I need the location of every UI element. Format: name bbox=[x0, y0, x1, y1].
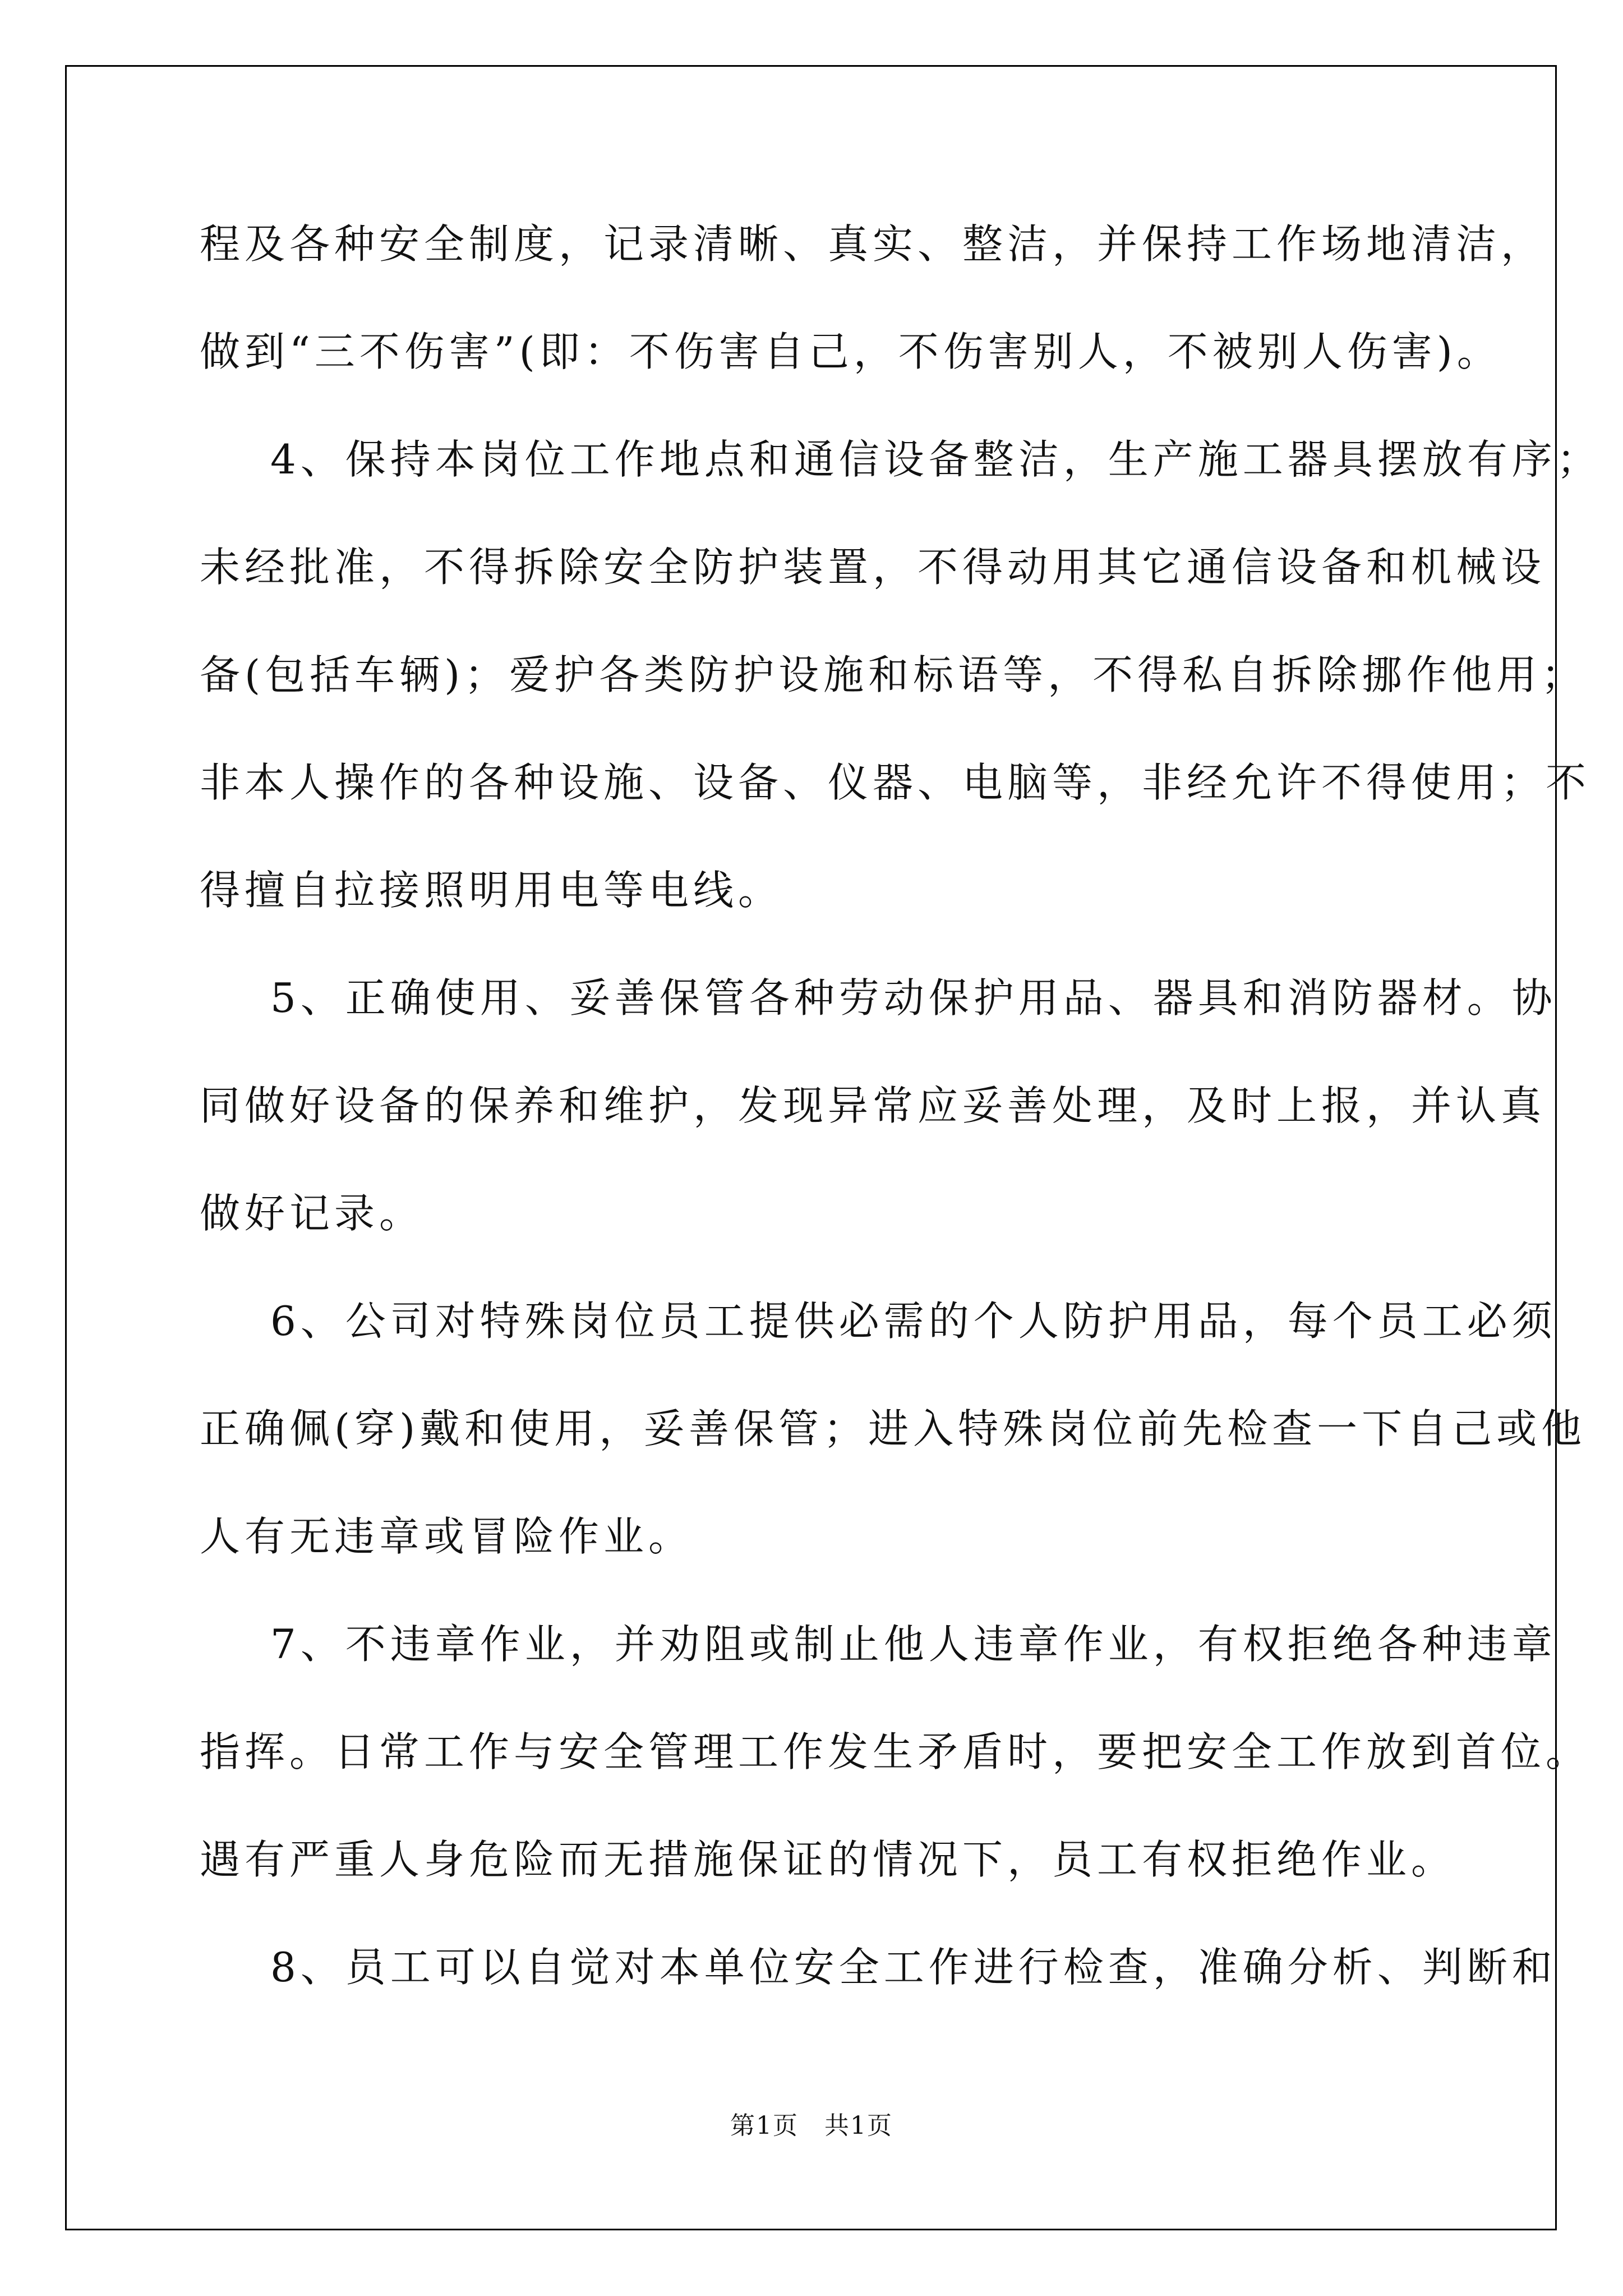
paragraph-5-start: 5、正确使用、妥善保管各种劳动保护用品、器具和消防器材。协 bbox=[270, 974, 1557, 1022]
paragraph-6-start: 6、公司对特殊岗位员工提供必需的个人防护用品，每个员工必须 bbox=[270, 1297, 1557, 1345]
text-line: 遇有严重人身危险而无措施保证的情况下，员工有权拒绝作业。 bbox=[200, 1836, 1456, 1883]
text-line: 非本人操作的各种设施、设备、仪器、电脑等，非经允许不得使用；不 bbox=[200, 759, 1591, 806]
text-line: 做好记录。 bbox=[200, 1190, 425, 1237]
text-line: 程及各种安全制度，记录清晰、真实、整洁，并保持工作场地清洁， bbox=[200, 220, 1546, 268]
text-line: 做到“三不伤害”(即：不伤害自己，不伤害别人，不被别人伤害)。 bbox=[200, 328, 1502, 375]
page-number-footer: 第1页 共1页 bbox=[730, 2111, 893, 2140]
text-line: 人有无违章或冒险作业。 bbox=[200, 1513, 694, 1560]
paragraph-4-start: 4、保持本岗位工作地点和通信设备整洁，生产施工器具摆放有序； bbox=[270, 436, 1602, 483]
text-line: 备(包括车辆)；爱护各类防护设施和标语等，不得私自拆除挪作他用； bbox=[200, 651, 1587, 698]
text-line: 得擅自拉接照明用电等电线。 bbox=[200, 867, 783, 914]
text-line: 指挥。日常工作与安全管理工作发生矛盾时，要把安全工作放到首位。 bbox=[200, 1728, 1591, 1775]
page-border bbox=[65, 65, 1557, 2230]
text-line: 同做好设备的保养和维护，发现异常应妥善处理，及时上报，并认真 bbox=[200, 1082, 1546, 1129]
text-line: 正确佩(穿)戴和使用，妥善保管；进入特殊岗位前先检查一下自己或他 bbox=[200, 1405, 1587, 1452]
paragraph-7-start: 7、不违章作业，并劝阻或制止他人违章作业，有权拒绝各种违章 bbox=[270, 1621, 1557, 1668]
text-line: 未经批准，不得拆除安全防护装置，不得动用其它通信设备和机械设 bbox=[200, 544, 1546, 591]
paragraph-8-start: 8、员工可以自觉对本单位安全工作进行检查，准确分析、判断和 bbox=[270, 1944, 1557, 1991]
